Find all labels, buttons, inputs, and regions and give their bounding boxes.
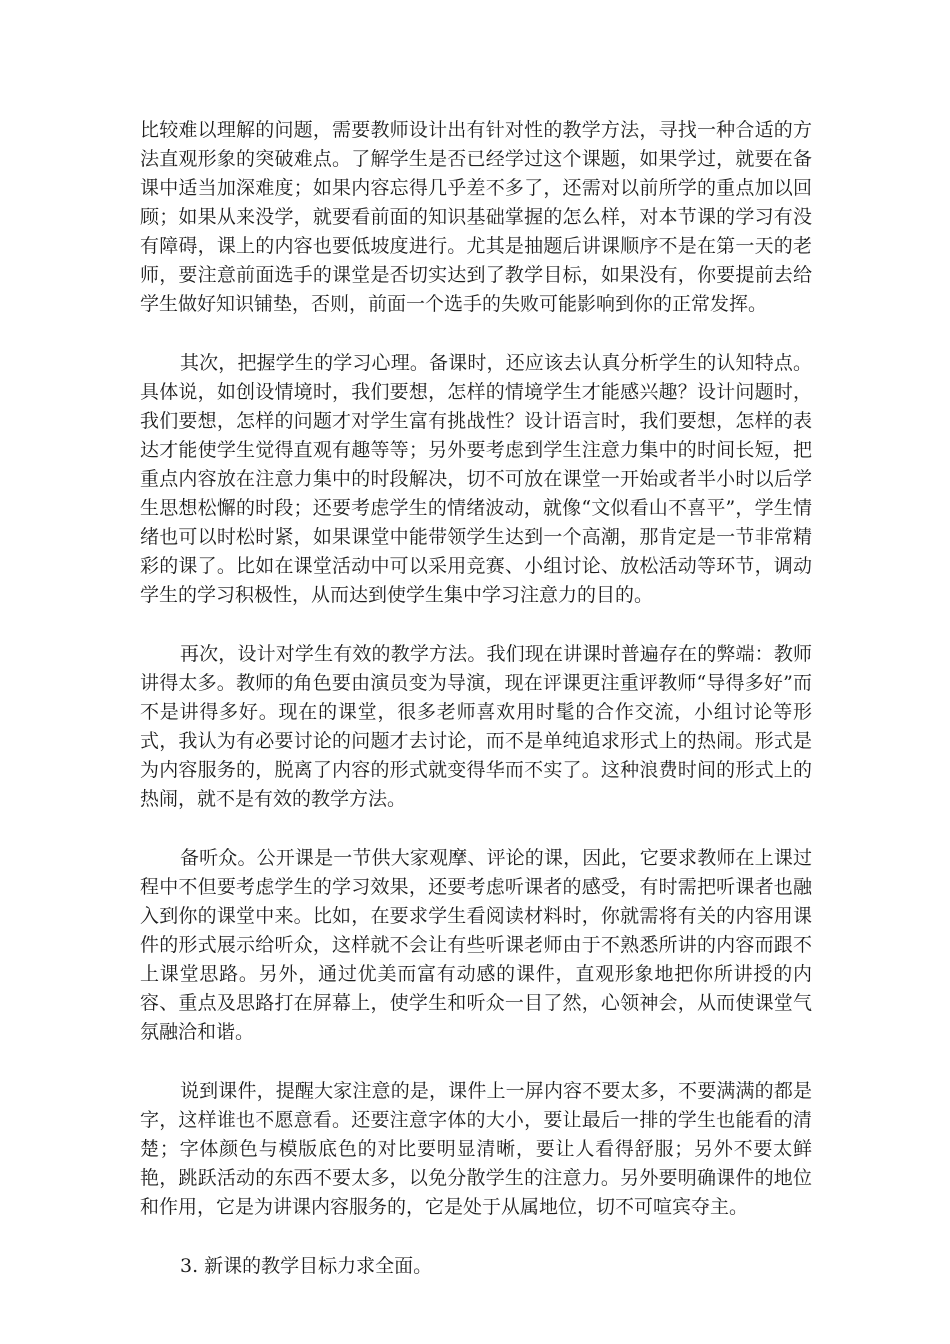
paragraph-audience: 备听众。公开课是一节供大家观摩、评论的课，因此，它要求教师在上课过程中不但要考虑学生的学习效果，还要考虑听课者的感受，有时需把听课者也融入到你的课堂中来。比如，在要求学生看阅读材料时，你就需将有关的内容用课件的形式展示给听众，这样就不会让有些听课老师由于不熟悉所讲的内容而跟不上课堂思路。另外，通过优美而富有动感的课件，直观形象地把你所讲授的内容、重点及思路打在屏幕上，使学生和听众一目了然，心领神会，从而使课堂气氛融洽和谐。 <box>140 847 812 1043</box>
document-body <box>140 116 812 1281</box>
paragraph-student-psychology: 其次，把握学生的学习心理。备课时，还应该去认真分析学生的认知特点。具体说，如创设情境时，我们要想，怎样的情境学生才能感兴趣？设计问题时，我们要想，怎样的问题才对学生富有挑战性？设计语言时，我们要想，怎样的表达才能使学生觉得直观有趣等等；另外要考虑到学生注意力集中的时间长短，把重点内容放在注意力集中的时段解决，切不可放在课堂一开始或者半小时以后学生思想松懈的时段；还要考虑学生的情绪波动，就像“文似看山不喜平”，学生情绪也可以时松时紧，如果课堂中能带领学生达到一个高潮，那肯定是一节非常精彩的课了。比如在课堂活动中可以采用竞赛、小组讨论、放松活动等环节，调动学生的学习积极性，从而达到使学生集中学习注意力的目的。 <box>140 352 812 606</box>
paragraph-courseware: 说到课件，提醒大家注意的是，课件上一屏内容不要太多，不要满满的都是字，这样谁也不愿意看。还要注意字体的大小，要让最后一排的学生也能看的清楚；字体颜色与模版底色的对比要明显清晰，要让人看得舒服；另外不要太鲜艳，跳跃活动的东西不要太多，以免分散学生的注意力。另外要明确课件的地位和作用，它是为讲课内容服务的，它是处于从属地位，切不可喧宾夺主。 <box>140 1080 812 1218</box>
section-heading: 3. 新课的教学目标力求全面。 <box>180 1255 433 1277</box>
paragraph-continuation: 比较难以理解的问题，需要教师设计出有针对性的教学方法，寻找一种合适的方法直观形象的突破难点。了解学生是否已经学过这个课题，如果学过，就要在备课中适当加深难度；如果内容忘得几乎差不多了，还需对以前所学的重点加以回顾；如果从来没学，就要看前面的知识基础掌握的怎么样，对本节课的学习有没有障碍，课上的内容也要低坡度进行。尤其是抽题后讲课顺序不是在第一天的老师，要注意前面选手的课堂是否切实达到了教学目标，如果没有，你要提前去给学生做好知识铺垫，否则，前面一个选手的失败可能影响到你的正常发挥。 <box>140 119 812 315</box>
paragraph-teaching-methods: 再次，设计对学生有效的教学方法。我们现在讲课时普遍存在的弊端：教师讲得太多。教师的角色要由演员变为导演，现在评课更注重评教师“导得多好”而不是讲得多好。现在的课堂，很多老师喜欢用时髦的合作交流，小组讨论等形式，我认为有必要讨论的问题才去讨论，而不是单纯追求形式上的热闹。形式是为内容服务的，脱离了内容的形式就变得华而不实了。这种浪费时间的形式上的热闹，就不是有效的教学方法。 <box>140 643 812 810</box>
